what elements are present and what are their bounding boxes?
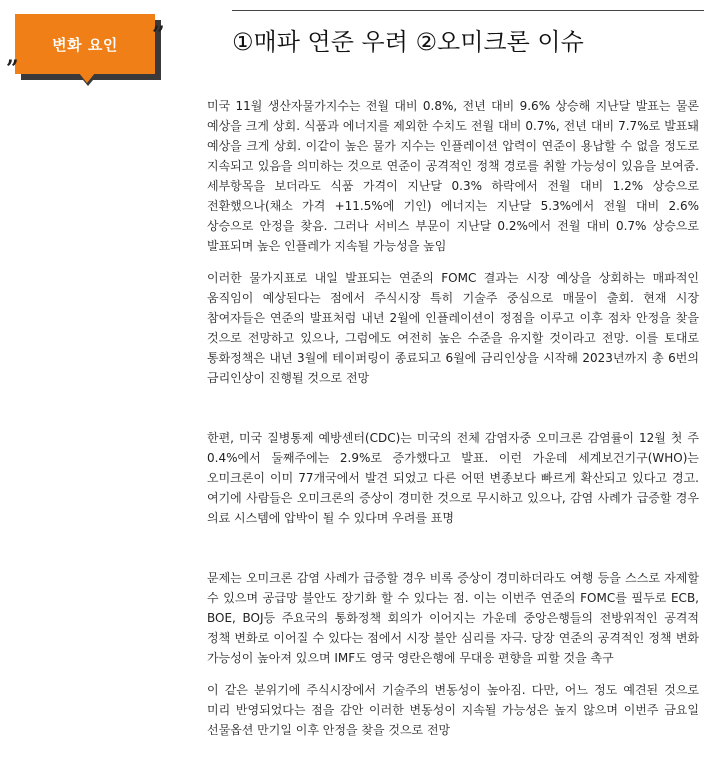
paragraph-omicron: 한편, 미국 질병통제 예방센터(CDC)는 미국의 전체 감염자중 오미크론 감염률이 12월 첫 주 0.4%에서 둘째주에는 2.9%로 증가했다고 발표. 이런 가운데 세계보건기구(WHO)는 오미크론이 이미 77개국에서 발견 되었고 다른 어떤 변종보다 빠르게 확산되고 있다고 경고. 여기에 사람들은 오미크론의 증상이 경미한 것으로 무시하고 있으나, 감염 사례가 급증할 경우 의료 시스템에 압박이 될 수 있다며 우려를 표명	[207, 431, 699, 525]
quote-mark-open: ”	[152, 22, 165, 48]
article-body	[207, 96, 699, 740]
callout-tail-fill	[79, 73, 95, 83]
callout-label: 변화 요인	[15, 14, 155, 74]
quote-mark-close: ”	[6, 56, 19, 82]
title-top-rule	[232, 10, 704, 11]
paragraph-fomc: 이러한 물가지표로 내일 발표되는 연준의 FOMC 결과는 시장 예상을 상회하는 매파적인 움직임이 예상된다는 점에서 주식시장 특히 기술주 중심으로 매물이 출회. 현재 시장 참여자들은 연준의 발표처럼 내년 2월에 인플레이션이 정점을 이루고 이후 점차 안정을 찾을 것으로 전망하고 있으나, 그럼에도 여전히 높은 수준을 유지할 것이라고 전망. 이를 토대로 통화정책은 내년 3월에 테이퍼링이 종료되고 6월에 금리인상을 시작해 2023년까지 총 6번의 금리인상이 진행될 것으로 전망	[207, 271, 699, 385]
paragraph-outlook: 이 같은 분위기에 주식시장에서 기술주의 변동성이 높아짐. 다만, 어느 정도 예견된 것으로 미리 반영되었다는 점을 감안 이러한 변동성이 지속될 가능성은 높지 않으며 이번주 금요일 선물옵션 만기일 이후 안정을 찾을 것으로 전망	[207, 683, 699, 737]
page-title: ①매파 연준 우려 ②오미크론 이슈	[232, 28, 584, 56]
paragraph-ppi: 미국 11월 생산자물가지수는 전월 대비 0.8%, 전년 대비 9.6% 상승해 지난달 발표는 물론 예상을 크게 상회. 식품과 에너지를 제외한 수치도 전월 대비 0.7%, 전년 대비 7.7%로 발표돼 예상을 크게 상회. 이같이 높은 물가 지수는 인플레이션 압력이 연준이 용납할 수 없을 정도로 지속되고 있음을 의미하는 것으로 연준이 공격적인 정책 경로를 취할 가능성이 있음을 보여줌. 세부항목을 보더라도 식품 가격이 지난달 0.3% 하락에서 전월 대비 1.2% 상승으로 전환했으나(채소 가격 +11.5%에 기인) 에너지는 지난달 5.3%에서 전월 대비 2.6% 상승으로 안정을 찾음. 그러나 서비스 부문이 지난달 0.2%에서 전월 대비 0.7% 상승으로 발표되며 높은 인플레가 지속될 가능성을 높임	[207, 99, 699, 253]
paragraph-risk: 문제는 오미크론 감염 사례가 급증할 경우 비록 증상이 경미하더라도 여행 등을 스스로 자제할 수 있으며 공급망 불안도 장기화 할 수 있다는 점. 이는 이번주 연준의 FOMC를 필두로 ECB, BOE, BOJ등 주요국의 통화정책 회의가 이어지는 가운데 중앙은행들의 전방위적인 공격적 정책 변화로 이어질 수 있다는 점에서 시장 불안 심리를 자극. 당장 연준의 공격적인 정책 변화 가능성이 높아져 있으며 IMF도 영국 영란은행에 무대응 편향을 피할 것을 촉구	[207, 571, 699, 665]
